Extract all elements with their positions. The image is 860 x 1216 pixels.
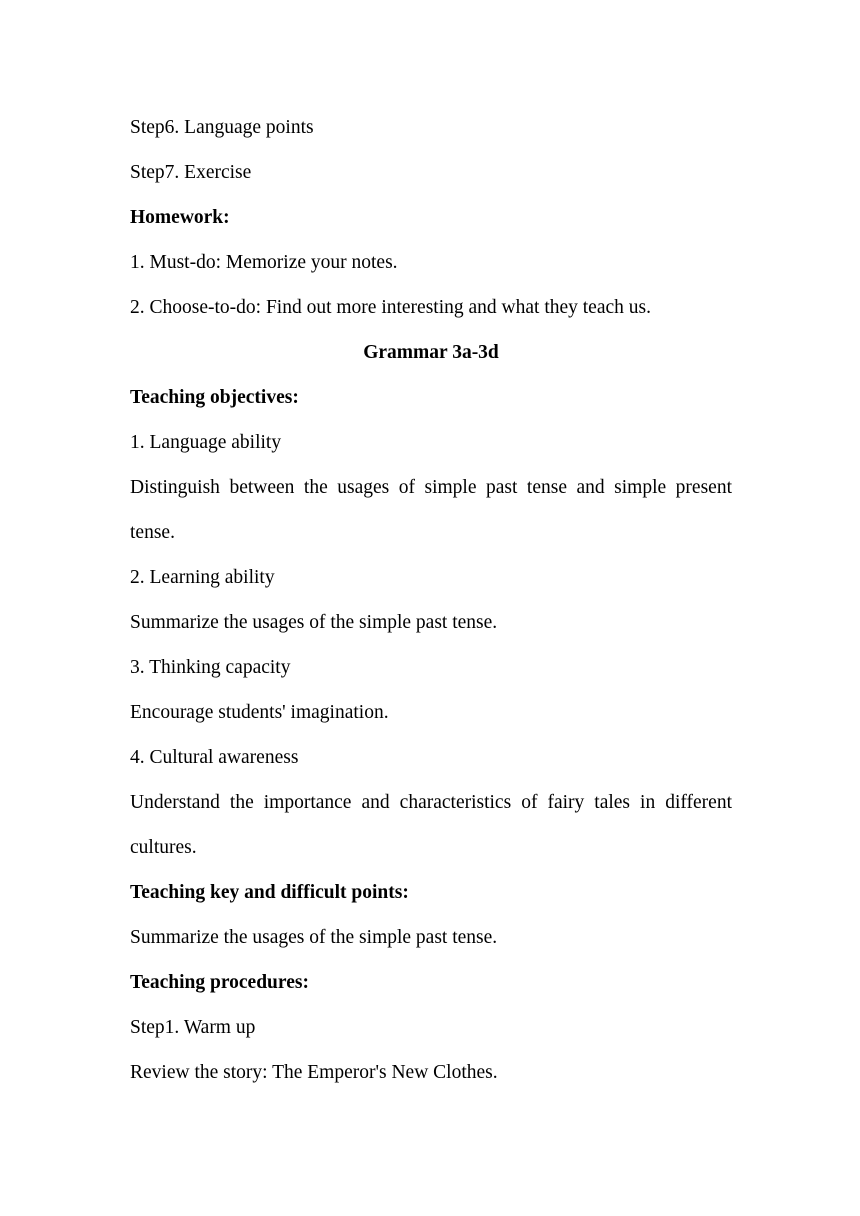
step7-line: Step7. Exercise [130, 162, 252, 183]
objective-4-text-line-1: Understand the importance and characteristics of fairy tales in different [130, 792, 732, 813]
document-body [130, 105, 732, 1095]
key-points-heading: Teaching key and difficult points: [130, 882, 409, 903]
objective-2-text: Summarize the usages of the simple past tense. [130, 612, 498, 633]
step1-detail: Review the story: The Emperor's New Clothes. [130, 1062, 498, 1083]
objective-4-title: 4. Cultural awareness [130, 747, 299, 768]
section-title: Grammar 3a-3d [363, 342, 499, 363]
objective-4-text-line-2: cultures. [130, 837, 197, 858]
objective-3-title: 3. Thinking capacity [130, 657, 291, 678]
homework-heading: Homework: [130, 207, 230, 228]
step1-line: Step1. Warm up [130, 1017, 256, 1038]
objective-1-text-line-1: Distinguish between the usages of simple past tense and simple present [130, 477, 732, 498]
objective-3-text: Encourage students' imagination. [130, 702, 389, 723]
homework-item-2: 2. Choose-to-do: Find out more interesting and what they teach us. [130, 297, 651, 318]
step6-line: Step6. Language points [130, 117, 314, 138]
homework-item-1: 1. Must-do: Memorize your notes. [130, 252, 398, 273]
teaching-procedures-heading: Teaching procedures: [130, 972, 309, 993]
objective-1-text-line-2: tense. [130, 522, 175, 543]
objective-2-title: 2. Learning ability [130, 567, 275, 588]
teaching-objectives-heading: Teaching objectives: [130, 387, 299, 408]
objective-1-title: 1. Language ability [130, 432, 282, 453]
key-points-text: Summarize the usages of the simple past tense. [130, 927, 498, 948]
